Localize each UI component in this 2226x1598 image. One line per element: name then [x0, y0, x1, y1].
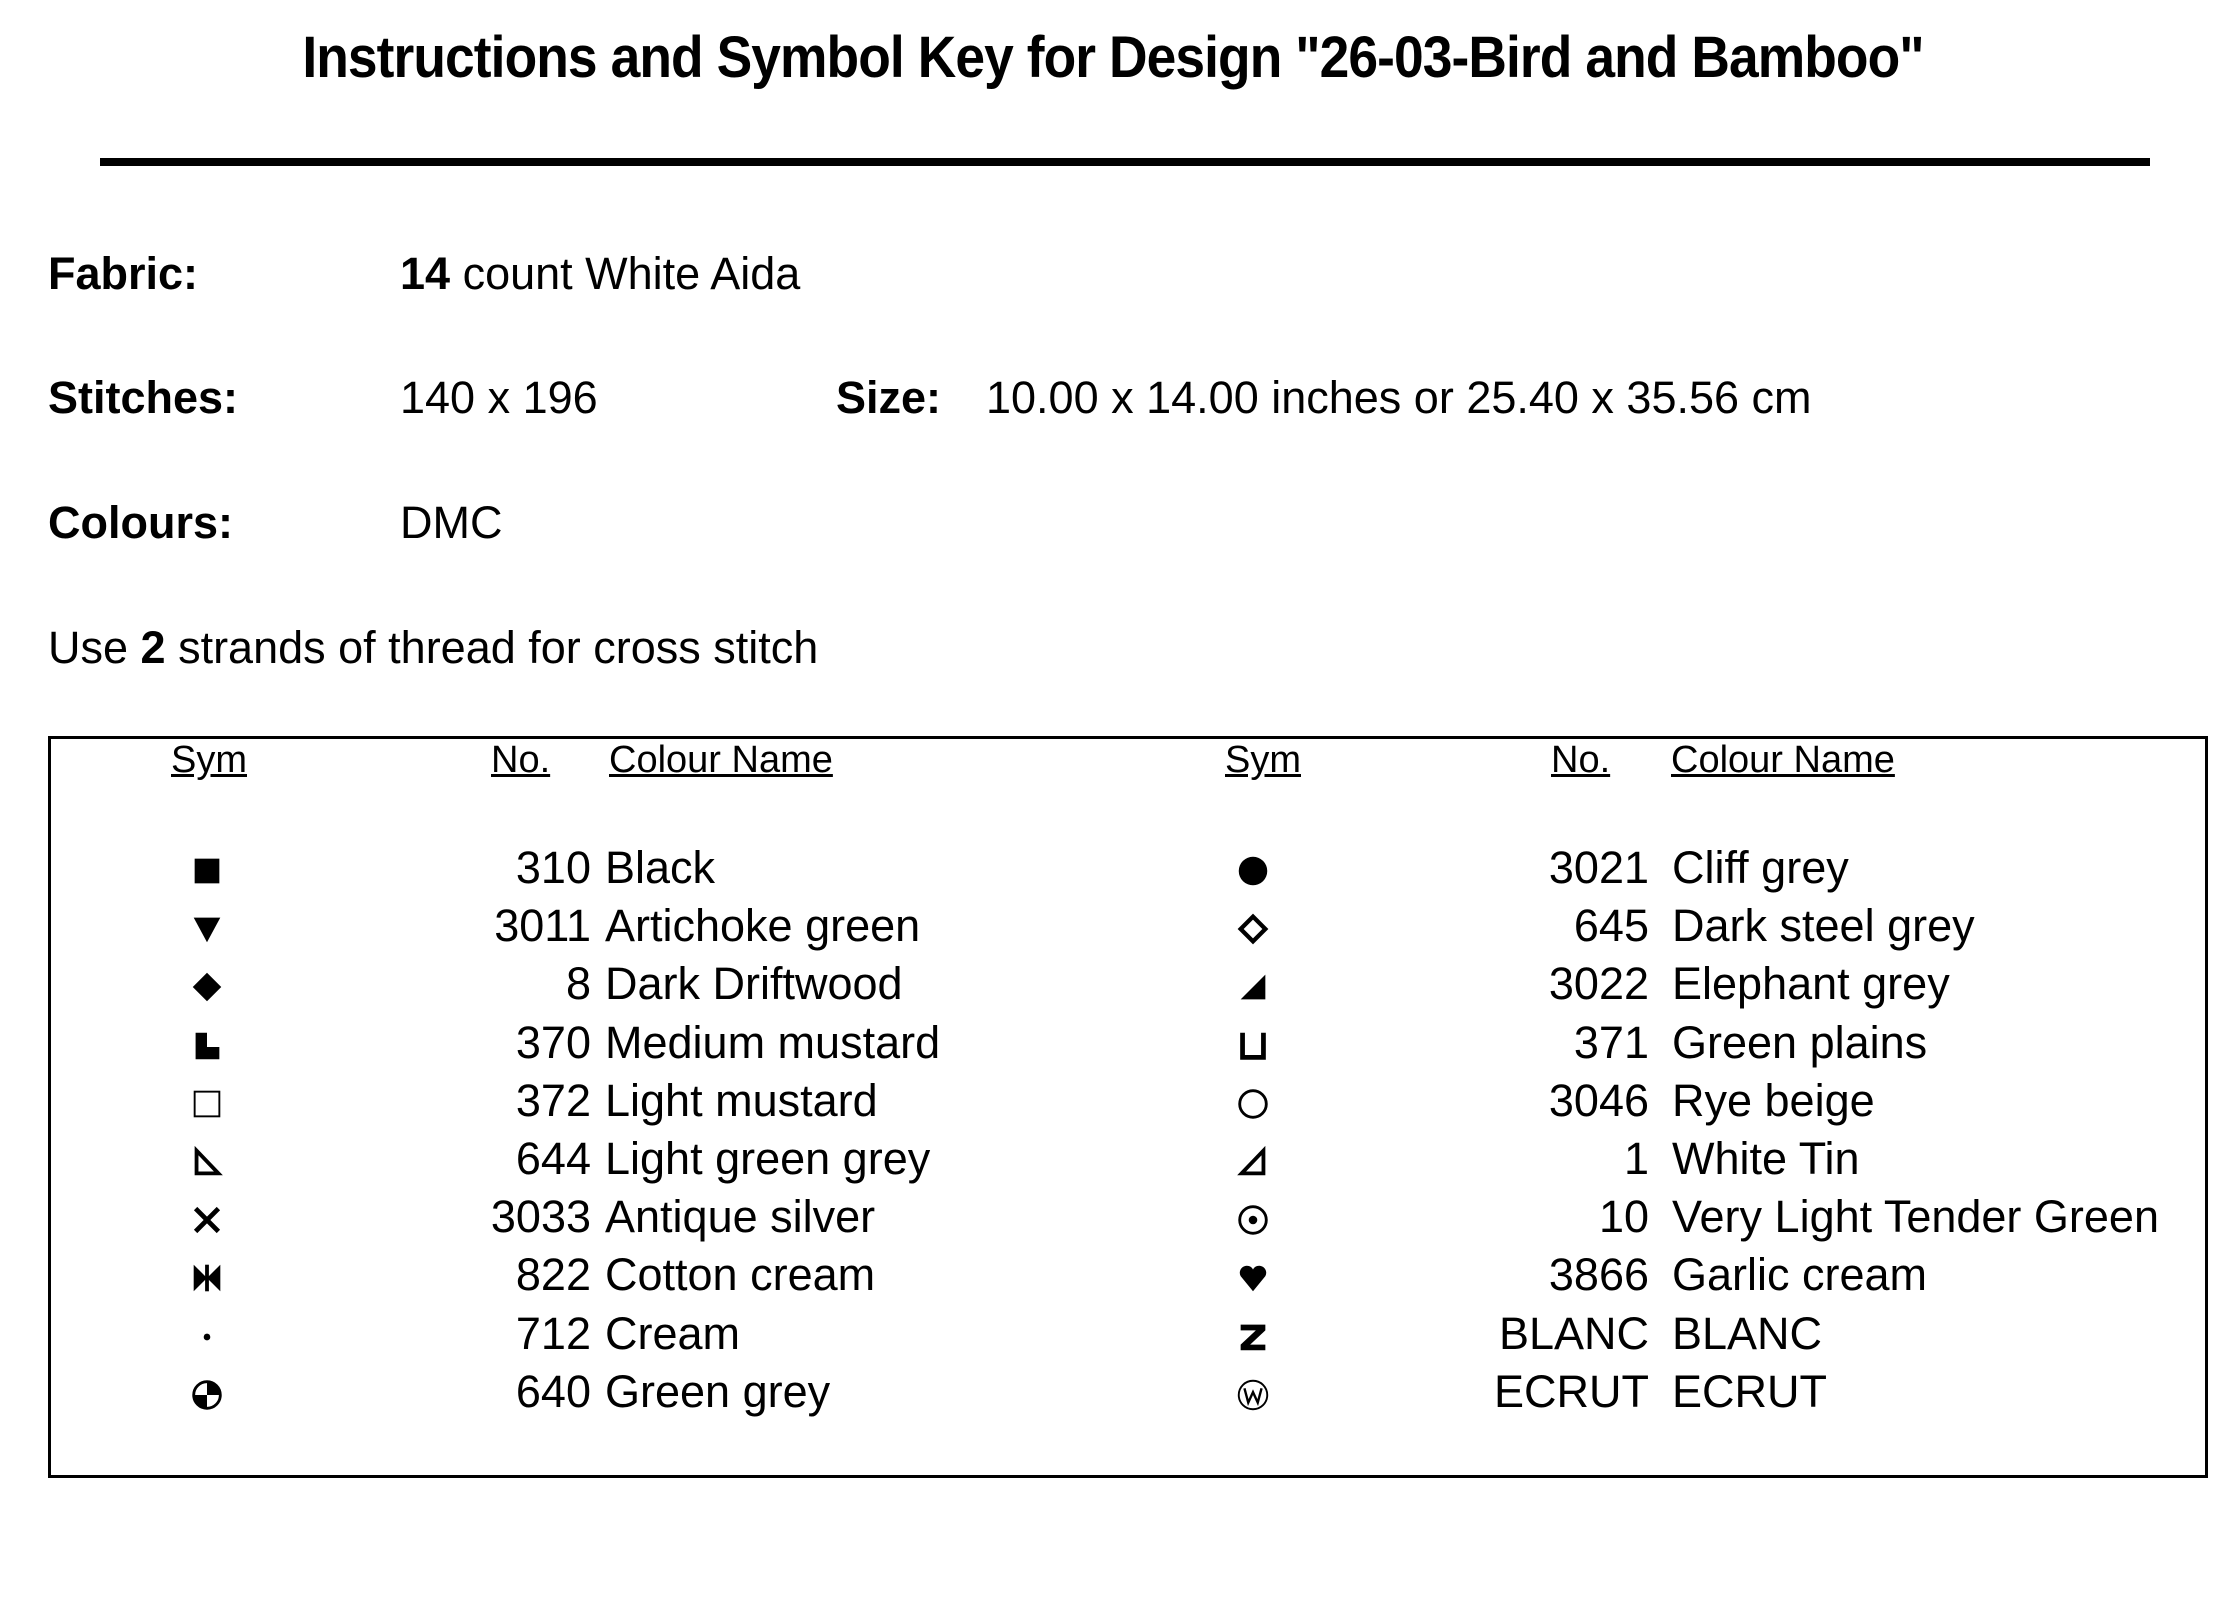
colour-number: ECRUT: [1494, 1365, 1649, 1417]
colours-value: DMC: [400, 497, 503, 548]
l-shape-icon: [177, 1014, 237, 1072]
fabric-count: 14: [400, 248, 451, 299]
colour-name: Medium mustard: [605, 1016, 941, 1068]
strands-instruction: [48, 622, 818, 674]
colour-number: 1: [1623, 1132, 1649, 1184]
colour-name: Elephant grey: [1672, 958, 1950, 1010]
colour-name: White Tin: [1672, 1132, 1860, 1184]
filled-triangle-lower-right-icon: [1223, 955, 1283, 1013]
colour-number: 3046: [1548, 1074, 1649, 1126]
z-letter-icon: [1223, 1305, 1283, 1363]
size-value: 10.00 x 14.00 inches or 25.40 x 35.56 cm: [986, 372, 1812, 423]
colour-number: 3021: [1548, 842, 1649, 893]
colour-name: Artichoke green: [605, 900, 921, 952]
colour-name: Light green grey: [605, 1132, 931, 1184]
open-square-icon: [177, 1072, 237, 1130]
header-no-left: No.: [491, 739, 551, 781]
symbol-key-table: [48, 736, 2208, 1478]
colour-name: Green plains: [1672, 1016, 1928, 1068]
colour-number: BLANC: [1498, 1307, 1649, 1359]
colour-name: Cream: [605, 1307, 741, 1359]
header-sym-right: Sym: [1225, 739, 1301, 781]
header-no-right: No.: [1551, 739, 1611, 781]
fabric-value: [400, 248, 800, 300]
colour-number: 310: [515, 842, 591, 893]
u-shape-icon: [1223, 1014, 1283, 1072]
colour-number: 3866: [1548, 1249, 1649, 1301]
page-title: Instructions and Symbol Key for Design "26-03-Bird and Bamboo": [302, 25, 1924, 90]
circled-w-icon: [1223, 1363, 1283, 1421]
colour-name: ECRUT: [1672, 1365, 1827, 1417]
colour-number: 640: [515, 1365, 591, 1417]
small-dot-icon: [177, 1305, 237, 1363]
colour-name: Antique silver: [605, 1191, 876, 1243]
stitches-label: Stitches:: [48, 372, 239, 423]
colour-number: 371: [1573, 1016, 1649, 1068]
open-diamond-icon: [1223, 897, 1283, 955]
title-divider: [100, 158, 2150, 166]
strands-count: 2: [140, 622, 166, 673]
filled-diamond-icon: [177, 955, 237, 1013]
colour-number: 370: [515, 1016, 591, 1068]
colour-name: Dark steel grey: [1672, 900, 1975, 952]
colour-name: Garlic cream: [1672, 1249, 1928, 1301]
colour-name: Dark Driftwood: [605, 958, 903, 1010]
header-name-left: Colour Name: [609, 739, 833, 781]
colour-name: Very Light Tender Green: [1672, 1191, 2159, 1243]
strands-pre: Use: [48, 622, 141, 673]
colour-number: 3033: [490, 1191, 591, 1243]
bowtie-icon: [177, 1246, 237, 1304]
colours-label: Colours:: [48, 497, 233, 548]
strands-post: strands of thread for cross stitch: [165, 622, 819, 673]
colour-number: 372: [515, 1074, 591, 1126]
filled-circle-icon: [1223, 839, 1283, 897]
open-triangle-lower-right-icon: [1223, 1130, 1283, 1188]
colour-number: 8: [565, 958, 591, 1010]
colour-name: BLANC: [1672, 1307, 1823, 1359]
header-sym-left: Sym: [171, 739, 247, 781]
heart-icon: [1223, 1246, 1283, 1304]
down-triangle-icon: [177, 897, 237, 955]
colour-name: Light mustard: [605, 1074, 878, 1126]
quartered-circle-icon: [177, 1363, 237, 1421]
fabric-description: count White Aida: [450, 248, 801, 299]
colour-name: Cotton cream: [605, 1249, 876, 1301]
colour-number: 645: [1573, 900, 1649, 952]
colour-name: Rye beige: [1672, 1074, 1875, 1126]
cross-icon: [177, 1188, 237, 1246]
filled-square-icon: [177, 839, 237, 897]
open-circle-icon: [1223, 1072, 1283, 1130]
colour-number: 822: [515, 1249, 591, 1301]
stitches-value: 140 x 196: [400, 372, 598, 423]
colour-name: Black: [605, 842, 716, 893]
header-name-right: Colour Name: [1671, 739, 1895, 781]
colour-name: Cliff grey: [1672, 842, 1849, 893]
colour-number: 3022: [1548, 958, 1649, 1010]
open-triangle-lower-left-icon: [177, 1130, 237, 1188]
colour-number: 644: [515, 1132, 591, 1184]
colour-name: Green grey: [605, 1365, 831, 1417]
size-label: Size:: [836, 372, 942, 423]
colour-number: 3011: [494, 900, 591, 952]
colour-number: 712: [515, 1307, 591, 1359]
dotted-circle-icon: [1223, 1188, 1283, 1246]
fabric-label: Fabric:: [48, 248, 199, 299]
colour-number: 10: [1598, 1191, 1649, 1243]
